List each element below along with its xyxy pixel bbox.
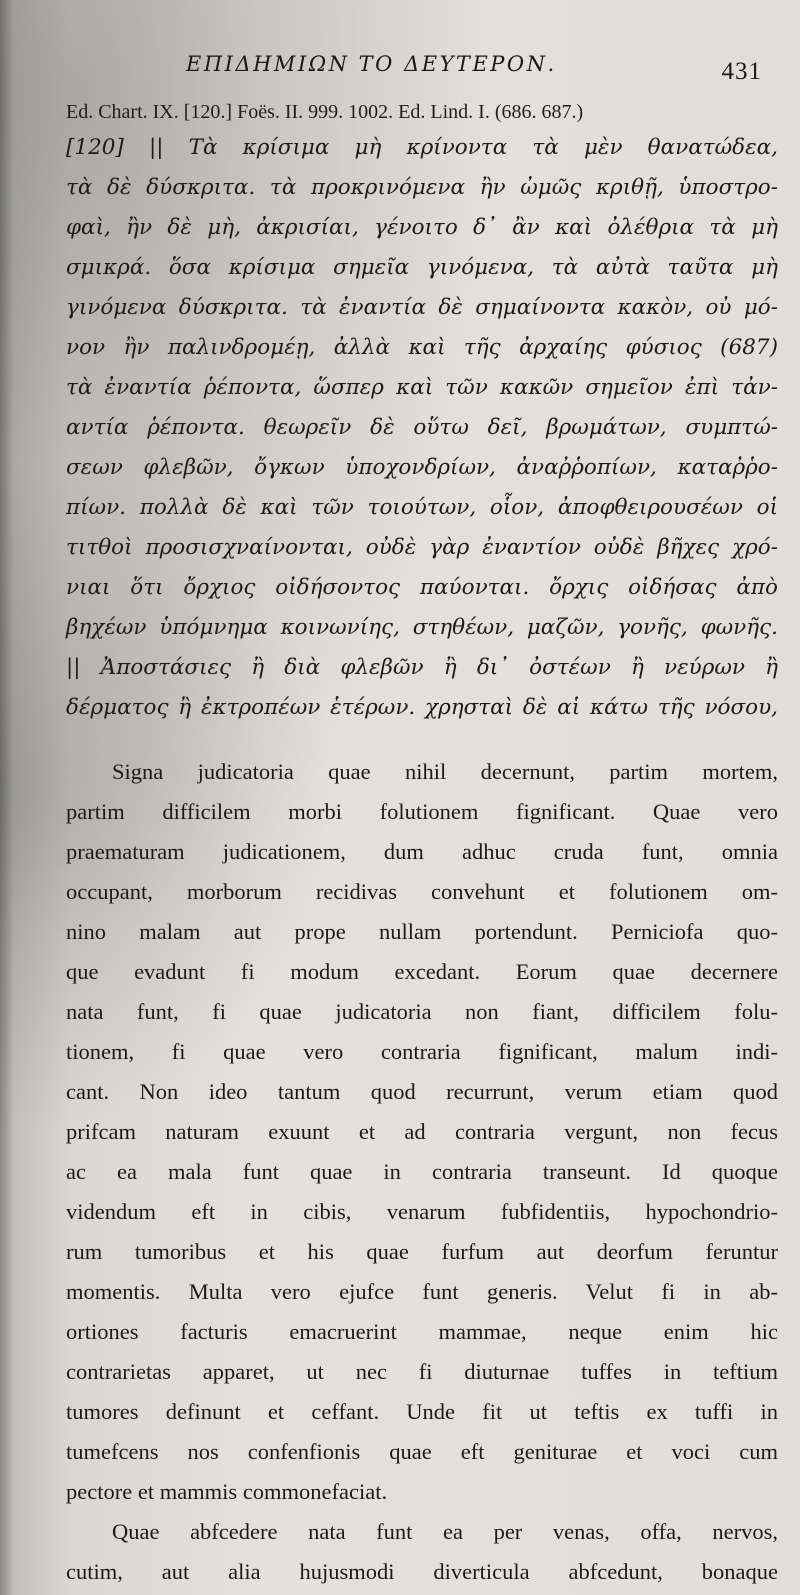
latin-line: tionem, fi quae vero contraria fignificant, malum indi- [66, 1039, 778, 1064]
latin-text-block [66, 752, 778, 1592]
latin-line: nino malam aut prope nullam portendunt. Perniciofa quo- [66, 919, 778, 944]
greek-line: νον ἢν παλινδρομέῃ, ἀλλὰ καὶ τῆς ἀρχαίης φύσιος (687) [66, 335, 778, 360]
latin-line: contrarietas apparet, ut nec fi diuturnae tuffes in teftium [66, 1359, 778, 1384]
greek-line: πίων. πολλὰ δὲ καὶ τῶν τοιούτων, οἷον, ἀποφθειρουσέων οἱ [66, 495, 778, 520]
latin-line: occupant, morborum recidivas convehunt et folutionem om- [66, 879, 778, 904]
latin-line: videndum eft in cibis, venarum fubfidentiis, hypochondrio- [66, 1199, 778, 1224]
greek-line: γινόμενα δύσκριτα. τὰ ἐναντία δὲ σημαίνοντα κακὸν, οὐ μό- [66, 295, 778, 320]
greek-line: νιαι ὅτι ὄρχιος οἰδήσοντος παύονται. ὄρχις οἰδήσας ἀπὸ [66, 575, 778, 600]
latin-line: pectore et mammis commonefaciat. [66, 1479, 388, 1504]
latin-line: nata funt, fi quae judicatoria non fiant, difficilem folu- [66, 999, 778, 1024]
greek-line: φαὶ, ἢν δὲ μὴ, ἀκρισίαι, γένοιτο δ᾽ ἂν καὶ ὀλέθρια τὰ μὴ [66, 215, 778, 240]
greek-line: αντία ῥέποντα. θεωρεῖν δὲ οὕτω δεῖ, βρωμάτων, συμπτώ- [66, 415, 778, 440]
binding-shadow [0, 0, 14, 1595]
latin-line: que evadunt fi modum excedant. Eorum quae decernere [66, 959, 778, 984]
latin-line: partim difficilem morbi folutionem fignificant. Quae vero [66, 799, 778, 824]
latin-line: cutim, aut alia hujusmodi diverticula abfcedunt, bonaque [66, 1559, 778, 1584]
running-head [66, 52, 778, 96]
greek-text-block [66, 128, 778, 728]
latin-line: prifcam naturam exuunt et ad contraria vergunt, non fecus [66, 1119, 778, 1144]
running-head-title: ΕΠΙΔΗΜΙΩΝ ΤΟ ΔΕΥΤΕΡΟΝ. [186, 52, 557, 76]
latin-line: rum tumoribus et his quae furfum aut deorfum feruntur [66, 1239, 778, 1264]
latin-line: momentis. Multa vero ejufce funt generis. Velut fi in ab- [66, 1279, 778, 1304]
greek-line: [120] || Τὰ κρίσιμα μὴ κρίνοντα τὰ μὲν θανατώδεα, [66, 135, 778, 160]
latin-line: Signa judicatoria quae nihil decernunt, partim mortem, [112, 759, 778, 784]
latin-line: ortiones facturis emacruerint mammae, neque enim hic [66, 1319, 778, 1344]
greek-line: τὰ δὲ δύσκριτα. τὰ προκρινόμενα ἢν ὠμῶς κριθῇ, ὑποστρο- [66, 175, 778, 200]
latin-line: cant. Non ideo tantum quod recurrunt, verum etiam quod [66, 1079, 778, 1104]
greek-line: βηχέων ὑπόμνημα κοινωνίης, στηθέων, μαζῶν, γονῆς, φωνῆς. [66, 615, 778, 640]
greek-line: τὰ ἐναντία ῥέποντα, ὥσπερ καὶ τῶν κακῶν σημεῖον ἐπὶ τἀν- [66, 375, 778, 400]
greek-line: || Ἀποστάσιες ἢ διὰ φλεβῶν ἢ δι᾽ ὀστέων ἢ νεύρων ἢ [66, 655, 778, 680]
latin-line: tumefcens nos confenfionis quae eft geniturae et voci cum [66, 1439, 778, 1464]
greek-line: σεων φλεβῶν, ὄγκων ὑποχονδρίων, ἀναῤῥοπίων, καταῤῥο- [66, 455, 778, 480]
latin-line: praematuram judicationem, dum adhuc cruda funt, omnia [66, 839, 778, 864]
latin-line: Quae abfcedere nata funt ea per venas, offa, nervos, [112, 1519, 778, 1544]
latin-line: ac ea mala funt quae in contraria transeunt. Id quoque [66, 1159, 778, 1184]
latin-line: tumores definunt et ceffant. Unde fit ut teftis ex tuffi in [66, 1399, 778, 1424]
greek-line: δέρματος ἢ ἐκτροπέων ἑτέρων. χρησταὶ δὲ αἱ κάτω τῆς νόσου, [66, 695, 778, 720]
page-number: 431 [721, 58, 762, 85]
edition-reference: Ed. Chart. IX. [120.] Foës. II. 999. 1002. Ed. Lind. I. (686. 687.) [66, 101, 584, 123]
greek-line: τιτθοὶ προσισχναίνονται, οὐδὲ γὰρ ἐναντίον οὐδὲ βῆχες χρό- [66, 535, 778, 560]
greek-line: σμικρά. ὅσα κρίσιμα σημεῖα γινόμενα, τὰ αὐτὰ ταῦτα μὴ [66, 255, 778, 280]
